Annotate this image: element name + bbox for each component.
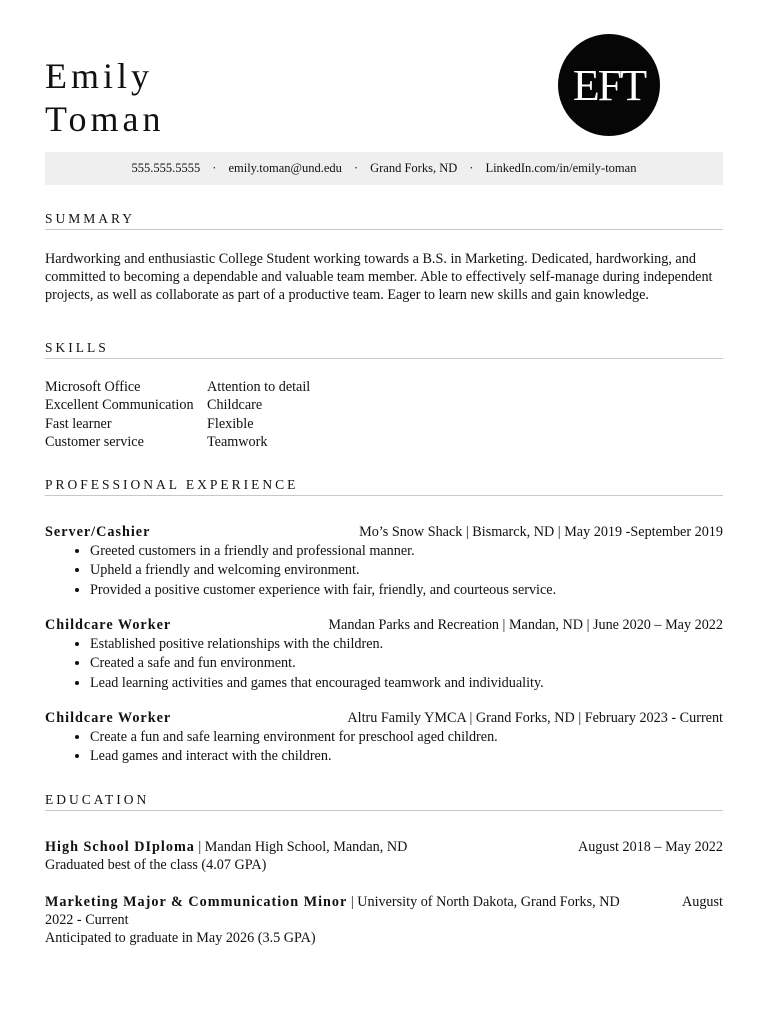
skill-item: Customer service bbox=[45, 433, 144, 450]
bullet-item: • Greeted customers in a friendly and professional manner. bbox=[90, 542, 768, 561]
job-bullets bbox=[45, 635, 768, 693]
summary-text: Hardworking and enthusiastic College Student working towards a B.S. in Marketing. Dedicated, hardworking, and committed to becoming a dependable and valuable team member. Able to effectively self-manage during independent projects, as well as collaborate as part of a productive team. Eager to learn new skills and gain knowledge. bbox=[45, 251, 713, 303]
job-details: Altru Family YMCA | Grand Forks, ND | February 2023 - Current bbox=[347, 710, 723, 726]
bullet-item: • Created a safe and fun environment. bbox=[90, 654, 768, 673]
job-bullets bbox=[45, 542, 768, 600]
last-name: Toman bbox=[45, 99, 165, 139]
contact-bar bbox=[45, 152, 723, 185]
job-details: Mandan Parks and Recreation | Mandan, ND | June 2020 – May 2022 bbox=[328, 617, 723, 633]
skill-item: Excellent Communication bbox=[45, 397, 194, 414]
job-bullets bbox=[45, 728, 768, 767]
skills-list bbox=[45, 378, 357, 451]
skills-heading: SKILLS bbox=[45, 340, 723, 359]
job-header bbox=[45, 617, 723, 634]
location: Grand Forks, ND bbox=[370, 161, 458, 175]
phone: 555.555.5555 bbox=[131, 161, 201, 175]
summary-heading: SUMMARY bbox=[45, 211, 723, 230]
education-entry bbox=[45, 838, 723, 874]
skill-item: Teamwork bbox=[207, 433, 268, 450]
education-note: Graduated best of the class (4.07 GPA) bbox=[45, 857, 267, 873]
separator-dot: · bbox=[469, 161, 474, 175]
bullet-item: • Create a fun and safe learning environment for preschool aged children. bbox=[90, 728, 768, 747]
first-name: Emily bbox=[45, 56, 153, 96]
separator-dot: · bbox=[212, 161, 217, 175]
job-role: Childcare Worker bbox=[45, 710, 172, 726]
job-header bbox=[45, 524, 723, 541]
bullet-item: • Provided a positive customer experience with fair, friendly, and courteous service. bbox=[90, 581, 768, 600]
skill-item: Childcare bbox=[207, 397, 263, 414]
dates: August 2018 – May 2022 bbox=[577, 839, 723, 855]
degree: High School DIploma bbox=[45, 839, 195, 855]
linkedin-link[interactable]: LinkedIn.com/in/emily-toman bbox=[485, 161, 637, 175]
dates-continued: 2022 - Current bbox=[45, 912, 129, 928]
education-entry bbox=[45, 893, 723, 947]
job-details: Mo’s Snow Shack | Bismarck, ND | May 2019 -September 2019 bbox=[359, 524, 723, 540]
bullet-item: • Lead games and interact with the children. bbox=[90, 747, 768, 766]
bullet-item: • Upheld a friendly and welcoming environment. bbox=[90, 561, 768, 580]
monogram-logo: EFT bbox=[558, 34, 660, 136]
job-header bbox=[45, 710, 723, 727]
school: | Mandan High School, Mandan, ND bbox=[194, 839, 408, 855]
separator-dot: · bbox=[353, 161, 359, 175]
job-role: Server/Cashier bbox=[45, 524, 151, 540]
skill-item: Microsoft Office bbox=[45, 379, 141, 395]
experience-heading: PROFESSIONAL EXPERIENCE bbox=[45, 477, 723, 496]
bullet-item: • Lead learning activities and games that encouraged teamwork and individuality. bbox=[90, 674, 768, 693]
education-note: Anticipated to graduate in May 2026 (3.5 GPA) bbox=[45, 930, 316, 946]
bullet-item: • Established positive relationships with the children. bbox=[90, 635, 768, 654]
email[interactable]: emily.toman@und.edu bbox=[228, 161, 342, 175]
skill-item: Flexible bbox=[207, 415, 254, 432]
education-heading: EDUCATION bbox=[45, 792, 723, 811]
school: | University of North Dakota, Grand Forks, ND bbox=[347, 894, 620, 910]
degree: Marketing Major & Communication Minor bbox=[45, 894, 348, 910]
job-role: Childcare Worker bbox=[45, 617, 172, 633]
skill-item: Fast learner bbox=[45, 415, 112, 432]
dates: August bbox=[682, 894, 723, 910]
skill-item: Attention to detail bbox=[207, 379, 311, 395]
